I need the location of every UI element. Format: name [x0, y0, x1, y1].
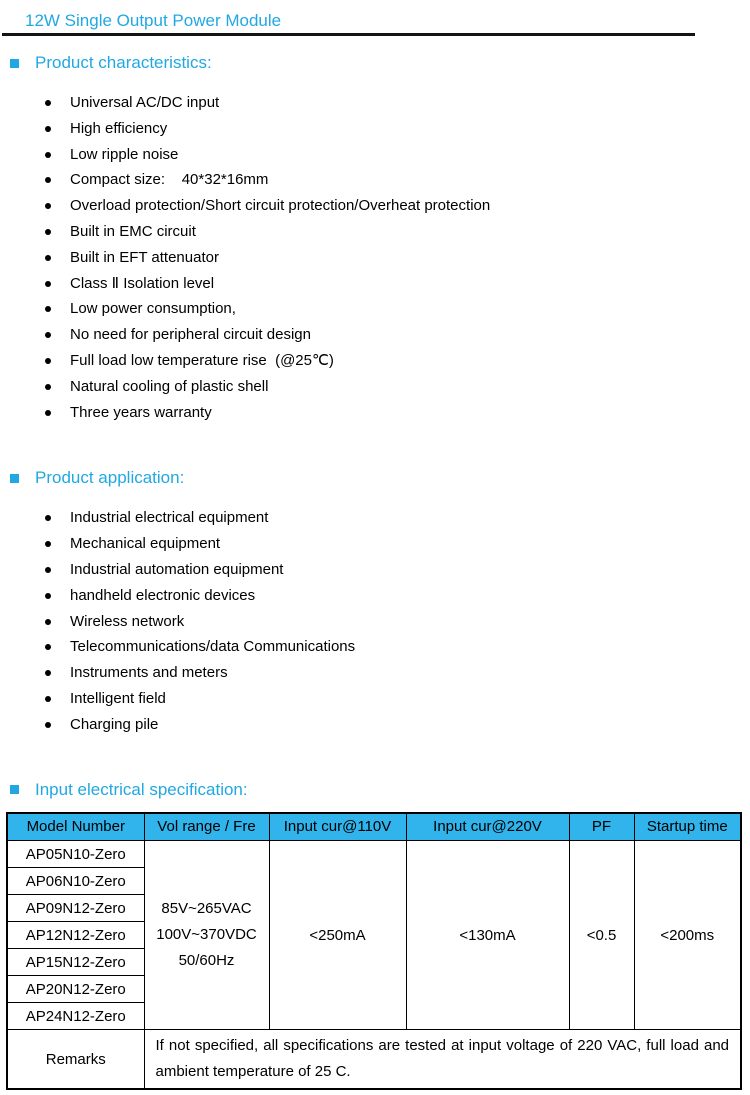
list-item-label: Low ripple noise	[70, 145, 179, 163]
model-cell: AP12N12-Zero	[7, 922, 144, 949]
list-item-label: High efficiency	[70, 119, 168, 137]
list-item	[45, 116, 750, 142]
remarks-row	[7, 1030, 741, 1090]
list-item-label: Overload protection/Short circuit protection/Overheat protection	[70, 197, 491, 215]
list-item-label: Industrial automation equipment	[70, 560, 284, 578]
bullet-icon	[45, 126, 51, 132]
bullet-icon	[45, 670, 51, 676]
title-underline	[2, 33, 695, 36]
bullet-icon	[45, 410, 51, 416]
list-item	[45, 686, 750, 712]
remarks-text-cell: If not specified, all specifications are tested at input voltage of 220 VAC, full load and ambient temperature of 25 C.	[144, 1030, 741, 1090]
page-title: 12W Single Output Power Module	[25, 11, 282, 30]
list-item	[45, 634, 750, 660]
doc-header	[0, 0, 750, 36]
list-item-label: Telecommunications/data Communications	[70, 638, 356, 656]
section-title: Product characteristics:	[35, 53, 212, 72]
list-item	[45, 660, 750, 686]
list-item	[45, 583, 750, 609]
vol-range-line: 85V~265VAC	[161, 900, 252, 918]
list-item-label: Mechanical equipment	[70, 535, 221, 553]
list-item	[45, 245, 750, 271]
list-item	[45, 374, 750, 400]
startup-time-cell: <200ms	[634, 841, 741, 1030]
model-cell: AP06N10-Zero	[7, 868, 144, 895]
list-item	[45, 400, 750, 426]
square-bullet-icon	[10, 785, 19, 794]
list-item	[45, 557, 750, 583]
col-header-input-cur-110v: Input cur@110V	[269, 813, 406, 841]
list-item-label: Industrial electrical equipment	[70, 509, 269, 527]
list-item	[45, 322, 750, 348]
bullet-icon	[45, 306, 51, 312]
bullet-icon	[45, 384, 51, 390]
bullet-icon	[45, 593, 51, 599]
col-header-pf: PF	[569, 813, 634, 841]
list-item-label: Built in EMC circuit	[70, 222, 196, 240]
list-item	[45, 90, 750, 116]
list-item-label: Built in EFT attenuator	[70, 248, 219, 266]
bullet-icon	[45, 281, 51, 287]
list-item-label: Full load low temperature rise (@25℃)	[70, 351, 334, 369]
col-header-model-number: Model Number	[7, 813, 144, 841]
col-header-vol-range: Vol range / Fre	[144, 813, 269, 841]
list-item-label: handheld electronic devices	[70, 586, 256, 604]
list-item	[45, 531, 750, 557]
section-title: Input electrical specification:	[35, 779, 248, 799]
bullet-icon	[45, 332, 51, 338]
input-cur-220v-cell: <130mA	[406, 841, 569, 1030]
model-cell: AP05N10-Zero	[7, 841, 144, 868]
list-item	[45, 296, 750, 322]
square-bullet-icon	[10, 59, 19, 68]
list-item-label: Universal AC/DC input	[70, 94, 220, 111]
col-header-startup-time: Startup time	[634, 813, 741, 841]
list-item-label: Low power consumption,	[70, 300, 236, 318]
input-spec-table	[6, 812, 742, 1091]
section-characteristics	[0, 53, 750, 425]
list-item	[45, 609, 750, 635]
list-item	[45, 219, 750, 245]
vol-range-line: 50/60Hz	[178, 952, 235, 970]
list-item-label: Instruments and meters	[70, 664, 228, 682]
list-item-label: Wireless network	[70, 612, 185, 630]
section-heading-applications	[10, 468, 750, 488]
section-heading-characteristics	[10, 53, 750, 73]
list-item	[45, 142, 750, 168]
bullet-icon	[45, 229, 51, 235]
list-item-label: Compact size: 40*32*16mm	[70, 171, 269, 189]
bullet-icon	[45, 100, 51, 106]
bullet-icon	[45, 567, 51, 573]
table-header-row	[7, 813, 741, 841]
model-cell: AP09N12-Zero	[7, 895, 144, 922]
bullet-icon	[45, 358, 51, 364]
list-item	[45, 712, 750, 738]
square-bullet-icon	[10, 474, 19, 483]
input-cur-110v-cell: <250mA	[269, 841, 406, 1030]
section-applications	[0, 468, 750, 737]
list-item-label: Three years warranty	[70, 403, 212, 421]
list-item-label: Intelligent field	[70, 689, 166, 707]
table-row	[7, 841, 741, 868]
bullet-icon	[45, 177, 51, 183]
bullet-icon	[45, 619, 51, 625]
bullet-icon	[45, 541, 51, 547]
list-item	[45, 505, 750, 531]
section-title: Product application:	[35, 468, 185, 488]
list-item	[45, 271, 750, 297]
bullet-icon	[45, 722, 51, 728]
list-item-label: Natural cooling of plastic shell	[70, 377, 269, 395]
section-heading-input-spec	[10, 780, 750, 800]
col-header-input-cur-220v: Input cur@220V	[406, 813, 569, 841]
list-item	[45, 193, 750, 219]
list-item-label: Charging pile	[70, 715, 159, 733]
list-item-label: No need for peripheral circuit design	[70, 326, 311, 344]
model-cell: AP24N12-Zero	[7, 1003, 144, 1030]
bullet-icon	[45, 696, 51, 702]
list-item	[45, 167, 750, 193]
bullet-icon	[45, 152, 51, 158]
remarks-label-cell: Remarks	[7, 1030, 144, 1090]
applications-list	[45, 505, 750, 737]
bullet-icon	[45, 644, 51, 650]
list-item-label: Class Ⅱ Isolation level	[70, 274, 215, 292]
model-cell: AP20N12-Zero	[7, 976, 144, 1003]
vol-range-cell	[144, 841, 269, 1030]
pf-cell: <0.5	[569, 841, 634, 1030]
bullet-icon	[45, 203, 51, 209]
characteristics-list	[45, 90, 750, 425]
bullet-icon	[45, 515, 51, 521]
section-input-spec	[0, 780, 750, 1091]
bullet-icon	[45, 255, 51, 261]
list-item	[45, 348, 750, 374]
model-cell: AP15N12-Zero	[7, 949, 144, 976]
vol-range-line: 100V~370VDC	[156, 926, 257, 944]
